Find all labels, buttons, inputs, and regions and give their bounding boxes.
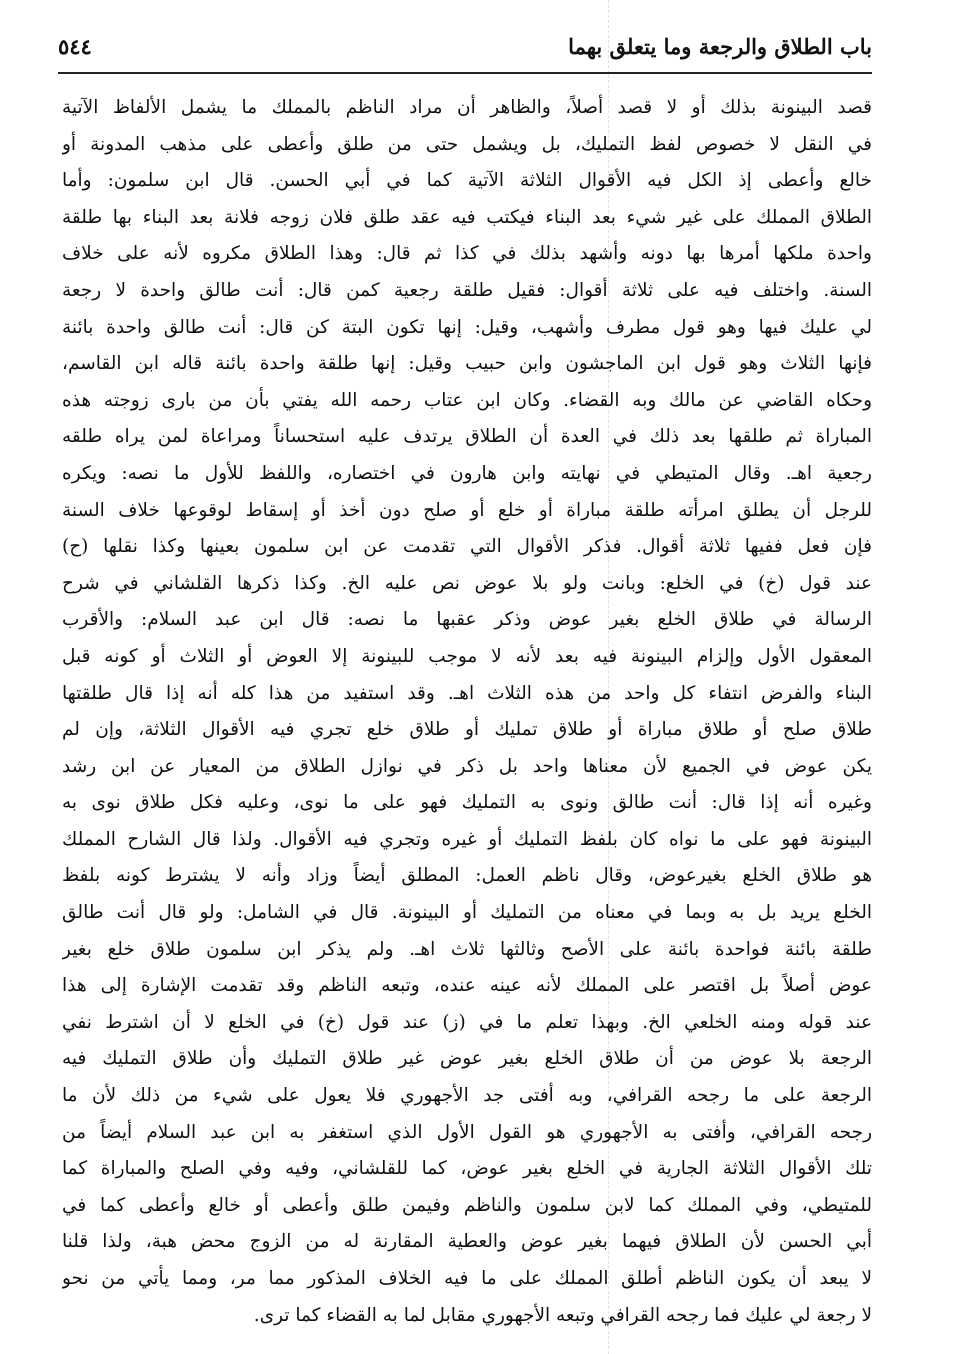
text-line: وغيره أنه إذا قال: أنت طالق ونوى به التمليك فهو على ما نوى، وعليه فكل طلاق نوى به: [62, 792, 872, 814]
text-line: عند قول (خ) في الخلع: وبانت ولو بلا عوض نص عليه الخ. وكذا ذكرها القلشاني في شرح: [62, 572, 872, 594]
text-line: الرسالة في طلاق الخلع بغير عوض وذكر عقبها ما نصه: قال ابن عبد السلام: والأقرب: [62, 609, 872, 631]
text-line: المعقول الأول وإلزام البينونة فيه بعد لأنه لا موجب للبينونة إلا العوض أو الثلاث أو كونه قبل: [62, 645, 872, 667]
text-line: عوض أصلاً بل اقتصر على المملك لأنه عينه عنده، وتبعه الناظم وقد تقدمت الإشارة إلى هذا: [62, 975, 872, 997]
text-line: رجعية اهـ. وقال المتيطي في نهايته وابن هارون في اختصاره، واللفظ للأول ما نصه: ويكره: [62, 462, 872, 484]
text-line: المباراة ثم طلقها بعد ذلك في العدة أن الطلاق يرتدف عليه استحساناً ومراعاة لمن يراه طلقه: [62, 426, 872, 448]
text-line: الطلاق المملك على غير شيء بعد البناء فيكتب فيه عقد طلق فلان زوجه فلانة بعد البناء بها طلقة: [62, 206, 872, 228]
text-line: هو طلاق الخلع بغيرعوض، وقال ناظم العمل: المطلق أيضاً وزاد وأنه لا يشترط كونه بلفظ: [62, 865, 872, 887]
text-line: للمتيطي، وفي المملك كما لابن سلمون والناظم وفيمن طلق وأعطى أو خالع وأعطى كما في: [62, 1194, 872, 1216]
page-number: ٥٤٤: [58, 34, 92, 59]
text-line: أبي الحسن لأن الطلاق فيهما بغير عوض والعطية المقارنة له من الزوج محض هبة، ولذا قلنا: [62, 1231, 872, 1253]
text-line: فإن فعل ففيها ثلاثة أقوال. فذكر الأقوال التي تقدمت عن ابن سلمون بعينها وكذا نقلها (ح): [62, 536, 872, 558]
header-divider: [58, 72, 872, 74]
text-line: تلك الأقوال الثلاثة الجارية في الخلع بغير عوض، كما للقلشاني، وفيه وفي الصلح والمباراة كما: [62, 1158, 872, 1180]
text-line: رجحه القرافي، وأفتى به الأجهوري هو القول الأول الذي استغفر به ابن عبد السلام أيضاً من: [62, 1121, 872, 1143]
running-header: [58, 28, 872, 68]
text-line: يكن عوض في الجميع لأن معناها واحد بل ذكر في نوازل الطلاق من المعيار عن ابن رشد: [62, 755, 872, 777]
chapter-title: باب الطلاق والرجعة وما يتعلق بهما: [568, 34, 872, 59]
text-line: الرجعة على ما رجحه القرافي، وبه أفتى جد الأجهوري فلا يعول على شيء من ذلك لأن ما: [62, 1085, 872, 1107]
text-line: لا يبعد أن يكون الناظم أطلق المملك على ما فيه الخلاف المذكور مما مر، ومما يأتي من نحو: [62, 1268, 872, 1289]
text-line: الرجعة بلا عوض من أن طلاق الخلع بغير عوض غير طلاق التمليك وأن طلاق التمليك فيه: [62, 1048, 872, 1070]
text-line: طلاق صلح أو طلاق مباراة أو طلاق تمليك أو طلاق خلع تجري فيه الأقوال الثلاثة، وإن لم: [62, 719, 872, 741]
text-line: وحكاه القاضي عن مالك وبه القضاء. وكان ابن عتاب رحمه الله يفتي بأن من بارى زوجته هذه: [62, 389, 872, 411]
text-line: طلقة بائنة فواحدة بائنة على الأصح وثالثها ثلاث اهـ. ولم يذكر ابن سلمون طلاق خلع بغير: [62, 938, 872, 960]
text-line: البينونة فهو على ما نواه كان بلفظ التمليك أو غيره وتجري فيه الأقوال. ولذا قال الشارح المملك: [62, 828, 872, 850]
text-line: خالع وأعطى إذ الكل فيه الأقوال الثلاثة الآتية كما في أبي الحسن. قال ابن سلمون: وأما: [62, 170, 872, 192]
text-line: الخلع يريد بل به وبما في معناه من التمليك أو البينونة. قال في الشامل: ولو قال أنت طالق: [62, 902, 872, 924]
body-text: [62, 90, 872, 1334]
text-line: فإنها الثلاث وهو قول ابن الماجشون وابن حبيب وقيل: إنها طلقة واحدة بائنة قاله ابن القاسم،: [62, 353, 872, 375]
text-line: قصد البينونة بذلك أو لا قصد أصلاً، والظاهر أن مراد الناظم بالمملك ما يشمل الألفاظ الآتية: [62, 97, 872, 118]
text-line: واحدة ملكها أمرها بها دونه وأشهد بذلك في كذا ثم قال: وهذا الطلاق مكروه لأنه على خلاف: [62, 243, 872, 265]
text-line: للرجل أن يطلق امرأته طلقة مباراة أو خلع أو صلح دون أخذ أو إسقاط لوقوعها خلاف السنة: [62, 499, 872, 521]
text-line-last: لا رجعة لي عليك فما رجحه القرافي وتبعه الأجهوري مقابل لما به القضاء كما ترى.: [253, 1304, 872, 1326]
text-line: عند قوله ومنه الخلعي الخ. وبهذا تعلم ما في (ز) عند قول (خ) في الخلع لا أن اشترط نفي: [62, 1011, 872, 1033]
text-line: في النقل لا خصوص لفظ التمليك، بل ويشمل حتى من طلق وأعطى على مذهب المدونة أو: [62, 133, 872, 155]
text-line: السنة. واختلف فيه على ثلاثة أقوال: فقيل طلقة رجعية كمن قال: أنت طالق واحدة لا رجعة: [62, 279, 872, 301]
text-line: البناء والفرض انتفاء كل واحد من هذه الثلاث اهـ. وقد استفيد من هذا كله أنه إذا قال طلقتها: [62, 682, 872, 704]
text-line: لي عليك فيها وهو قول مطرف وأشهب، وقيل: إنها تكون البتة كن قال: أنت طالق واحدة بائنة: [62, 316, 872, 338]
